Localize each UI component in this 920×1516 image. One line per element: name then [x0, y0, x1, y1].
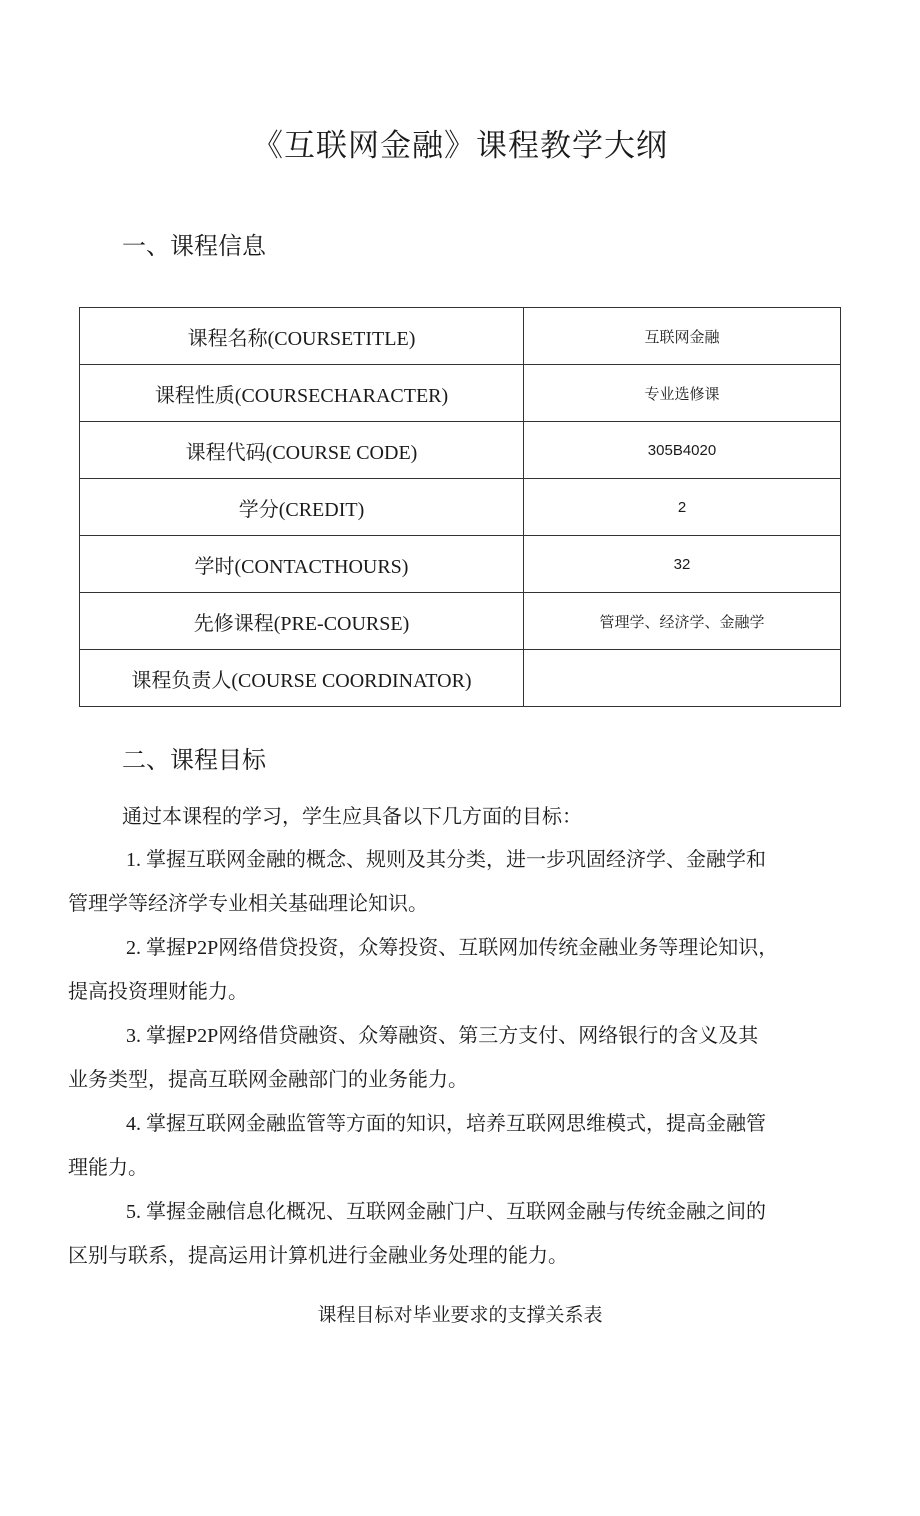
goal-item-2: [68, 926, 808, 1014]
row-key: 学分(CREDIT): [80, 479, 524, 536]
table-row: [80, 365, 841, 422]
goal-line: 4. 掌握互联网金融监管等方面的知识，培养互联网思维模式，提高金融管: [126, 1113, 766, 1135]
goal-item-4: [68, 1102, 808, 1190]
table-row: [80, 650, 841, 707]
goal-line: 提高投资理财能力。: [68, 981, 248, 1003]
row-key: 先修课程(PRE-COURSE): [80, 593, 524, 650]
goal-line: 5. 掌握金融信息化概况、互联网金融门户、互联网金融与传统金融之间的: [126, 1201, 766, 1223]
support-table-caption: 课程目标对毕业要求的支撑关系表: [317, 1304, 603, 1326]
section-heading-course-goals: 二、课程目标: [122, 746, 266, 774]
goal-item-3: [68, 1014, 808, 1102]
row-value: 32: [524, 536, 841, 593]
row-value: [524, 650, 841, 707]
row-value: 专业选修课: [524, 365, 841, 422]
section-heading-course-info: 一、课程信息: [122, 232, 266, 260]
goal-line: 管理学等经济学专业相关基础理论知识。: [68, 893, 428, 915]
row-key: 课程性质(COURSECHARACTER): [80, 365, 524, 422]
goal-line: 理能力。: [68, 1157, 148, 1179]
row-key: 课程负责人(COURSE COORDINATOR): [80, 650, 524, 707]
row-key: 课程代码(COURSE CODE): [80, 422, 524, 479]
goal-line: 3. 掌握P2P网络借贷融资、众筹融资、第三方支付、网络银行的含义及其: [126, 1025, 759, 1047]
row-key: 学时(CONTACTHOURS): [80, 536, 524, 593]
table-row: [80, 593, 841, 650]
row-key: 课程名称(COURSETITLE): [80, 308, 524, 365]
document-title: 《互联网金融》课程教学大纲: [252, 128, 668, 164]
row-value: 2: [524, 479, 841, 536]
goal-item-1: [68, 838, 808, 926]
goal-line: 1. 掌握互联网金融的概念、规则及其分类，进一步巩固经济学、金融学和: [126, 849, 766, 871]
goal-line: 业务类型，提高互联网金融部门的业务能力。: [68, 1069, 468, 1091]
table-row: [80, 536, 841, 593]
table-row: [80, 308, 841, 365]
goals-intro: 通过本课程的学习，学生应具备以下几方面的目标：: [122, 806, 582, 828]
goal-line: 区别与联系，提高运用计算机进行金融业务处理的能力。: [68, 1245, 568, 1267]
row-value: 305B4020: [524, 422, 841, 479]
table-row: [80, 479, 841, 536]
goal-item-5: [68, 1190, 808, 1278]
course-info-table: [79, 307, 841, 707]
row-value: 互联网金融: [524, 308, 841, 365]
row-value: 管理学、经济学、金融学: [524, 593, 841, 650]
table-row: [80, 422, 841, 479]
goal-line: 2. 掌握P2P网络借贷投资，众筹投资、互联网加传统金融业务等理论知识，: [126, 937, 779, 959]
